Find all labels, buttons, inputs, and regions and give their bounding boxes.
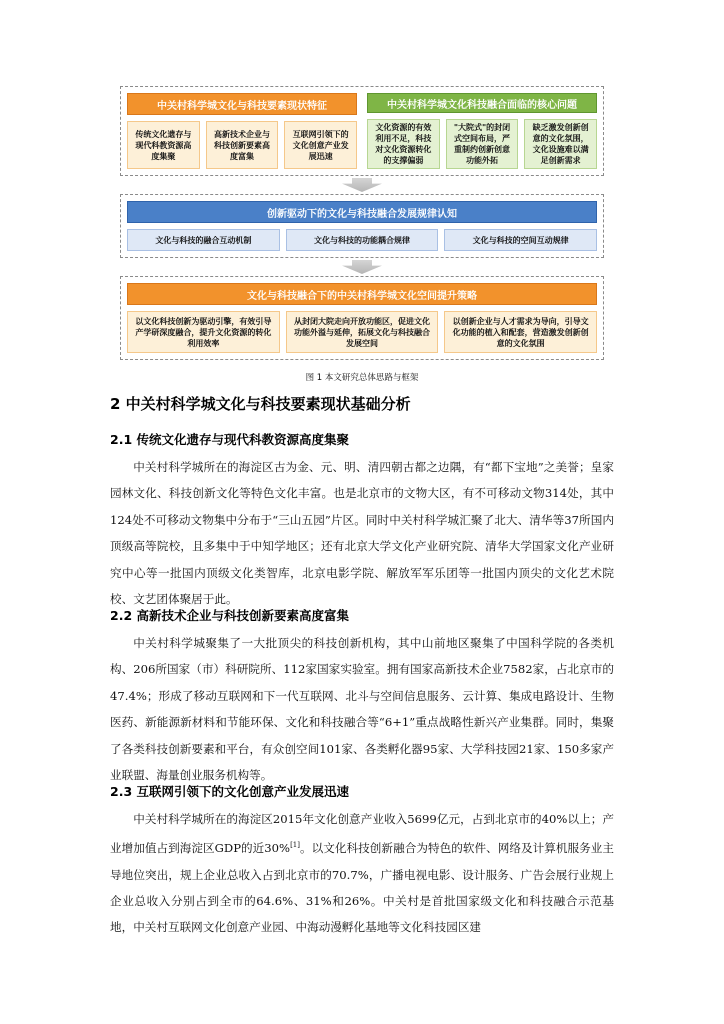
figure-caption: 图 1 本文研究总体思路与框架 [305,373,419,383]
strategies-header: 文化与科技融合下的中关村科学城文化空间提升策略 [127,283,597,305]
down-arrow-icon [120,258,604,276]
problems-header: 中关村科学城文化科技融合面临的核心问题 [367,93,597,113]
down-arrow-icon [120,176,604,194]
citation: [1] [290,841,300,850]
paragraph: 中关村科学城聚集了一大批顶尖的科技创新机构，其中山前地区聚集了中国科学院的各类机构、206所国家（市）科研院所、112家国家实验室。拥有国家高新技术企业7582家，占北京市的47.4%；形成了移动互联网和下一代互联网、北斗与空间信息服务、云计算、集成电路设计、生物医药、新能源新材料和节能环保、文化和科技融合等“6+1”重点战略性新兴产业集群。同时，集聚了各类科技创新要素和平台，有众创空间101家、各类孵化器95家、大学科技园21家、150多家产业联盟、海量创业服务机构等。 [110,636,614,783]
framework-figure [120,86,604,360]
paragraph: 中关村科学城所在的海淀区2015年文化创意产业收入5699亿元，占到北京市的40%以上；产业增加值占到海淀区GDP的近30%[1]。以文化科技创新融合为特色的软件、网络及计算机服务业主导地位突出，规上企业总收入占到北京市的70.7%，广播电视电影、设计服务、广告会展行业规上企业总收入分别占到全市的64.6%、31%和26%。中关村是首批国家级文化和科技融合示范基地，中关村互联网文化创意产业园、中海动漫孵化基地等文化科技园区建 [110,812,614,935]
status-item: 传统文化遗存与现代科教资源高度集聚 [127,121,200,169]
paragraph: 中关村科学城所在的海淀区古为金、元、明、清四朝古都之边隅，有“都下宝地”之美誉；皇家园林文化、科技创新文化等特色文化丰富。也是北京市的文物大区，有不可移动文物314处，其中124处不可移动文物集中分布于“三山五园”片区。同时中关村科学城汇聚了北大、清华等37所国内顶级高等院校，且多集中于中知学地区；还有北京大学文化产业研究院、清华大学国家文化产业研究中心等一批国内顶级文化类智库，北京电影学院、解放军军乐团等一批国内顶尖的文化艺术院校、文艺团体聚居于此。 [110,460,614,607]
problem-item: 文化资源的有效利用不足，科技对文化资源转化的支撑偏弱 [367,119,440,169]
law-item: 文化与科技的功能耦合规律 [286,229,439,251]
status-column [127,93,357,169]
status-item: 互联网引领下的文化创意产业发展迅速 [284,121,357,169]
subsection-title: 2.3 互联网引领下的文化创意产业发展迅速 [110,784,349,799]
figure-panel-laws [120,194,604,258]
problem-item: "大院式"的封闭式空间布局，严重制约创新创意功能外拓 [446,119,519,169]
subsection-title: 2.1 传统文化遗存与现代科教资源高度集聚 [110,432,349,447]
law-item: 文化与科技的空间互动规律 [444,229,597,251]
figure-panel-strategies [120,276,604,360]
status-header: 中关村科学城文化与科技要素现状特征 [127,93,357,115]
strategy-item: 以创新企业与人才需求为导向，引导文化功能的植入和配套，营造激发创新创意的文化氛围 [444,311,597,353]
strategy-item: 从封闭大院走向开放功能区，促进文化功能外溢与延伸，拓展文化与科技融合发展空间 [286,311,439,353]
strategy-item: 以文化科技创新为驱动引擎，有效引导产学研深度融合，提升文化资源的转化利用效率 [127,311,280,353]
section-title: 2 中关村科学城文化与科技要素现状基础分析 [110,395,411,413]
problem-item: 缺乏激发创新创意的文化氛围，文化设施难以满足创新需求 [524,119,597,169]
problems-column [367,93,597,169]
law-item: 文化与科技的融合互动机制 [127,229,280,251]
laws-header: 创新驱动下的文化与科技融合发展规律认知 [127,201,597,223]
status-item: 高新技术企业与科技创新要素高度富集 [206,121,279,169]
subsection-title: 2.2 高新技术企业与科技创新要素高度富集 [110,608,349,623]
figure-panel-status-problems [120,86,604,176]
